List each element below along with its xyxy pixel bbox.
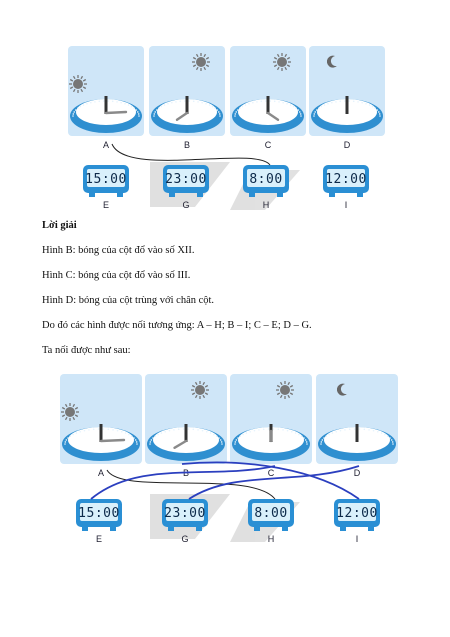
solution-line-1: Hình B: bóng của cột đổ vào số XII. <box>42 245 195 256</box>
clock-foot <box>368 527 374 531</box>
shadow-line <box>106 112 126 113</box>
solution-heading: Lời giải <box>42 220 77 231</box>
clock-time: 15:00 <box>85 172 127 187</box>
panel-b <box>149 46 225 150</box>
gnomon-pole <box>105 96 108 114</box>
clock-foot <box>340 527 346 531</box>
panel-label: D <box>353 468 361 478</box>
clock-label: H <box>262 200 270 210</box>
gnomon-pole <box>356 424 359 442</box>
clock-foot <box>282 527 288 531</box>
panel-label: C <box>264 140 272 150</box>
clock-time: 12:00 <box>325 172 367 187</box>
digital-clock <box>83 165 129 210</box>
panel-label: B <box>183 140 191 150</box>
clock-time: 8:00 <box>254 506 288 521</box>
clock-foot <box>169 193 175 197</box>
digital-clock <box>334 499 380 544</box>
panel-label: A <box>102 140 110 150</box>
clock-foot <box>196 527 202 531</box>
figure-2-svg <box>0 368 450 548</box>
clock-time: 15:00 <box>78 506 120 521</box>
clock-time: 23:00 <box>165 172 207 187</box>
clock-label: G <box>182 200 190 210</box>
digital-clock <box>76 499 122 544</box>
panel-label: A <box>97 468 105 478</box>
clock-label: I <box>355 534 359 544</box>
connector-a-h <box>112 144 270 165</box>
panel-label: C <box>267 468 275 478</box>
gnomon-pole <box>100 424 103 442</box>
solution-line-4: Do đó các hình được nối tương ứng: A – H; B – I; C – E; D – G. <box>42 320 312 331</box>
solution-line-3: Hình D: bóng của cột trùng với chân cột. <box>42 295 215 306</box>
gnomon-pole <box>267 96 270 114</box>
solution-line-5: Ta nối được như sau: <box>42 345 131 356</box>
clock-foot <box>168 527 174 531</box>
panel-label: D <box>343 140 351 150</box>
figure-1 <box>0 44 450 214</box>
clock-foot <box>82 527 88 531</box>
clock-label: G <box>181 534 189 544</box>
clock-foot <box>329 193 335 197</box>
clock-label: I <box>344 200 348 210</box>
clock-foot <box>277 193 283 197</box>
clock-foot <box>249 193 255 197</box>
clock-foot <box>89 193 95 197</box>
panel-d <box>316 374 398 478</box>
figure-2 <box>0 368 450 548</box>
clock-time: 8:00 <box>249 172 283 187</box>
digital-clock <box>323 165 369 210</box>
clock-label: E <box>95 534 103 544</box>
figure-1-svg <box>0 44 450 214</box>
clock-time: 12:00 <box>336 506 378 521</box>
gnomon-pole <box>186 96 189 114</box>
clock-foot <box>197 193 203 197</box>
panel-c <box>230 46 306 150</box>
panel-label: B <box>182 468 190 478</box>
clock-label: H <box>267 534 275 544</box>
clock-foot <box>254 527 260 531</box>
panel-a <box>60 374 142 478</box>
solution-line-2: Hình C: bóng của cột đổ vào số III. <box>42 270 191 281</box>
gnomon-pole <box>346 96 349 114</box>
clock-foot <box>117 193 123 197</box>
panel-d <box>309 46 385 150</box>
clock-label: E <box>102 200 110 210</box>
clock-foot <box>110 527 116 531</box>
gnomon-pole <box>185 424 188 442</box>
shadow-line <box>101 440 124 441</box>
panel-a <box>68 46 144 150</box>
clock-foot <box>357 193 363 197</box>
clock-time: 23:00 <box>164 506 206 521</box>
